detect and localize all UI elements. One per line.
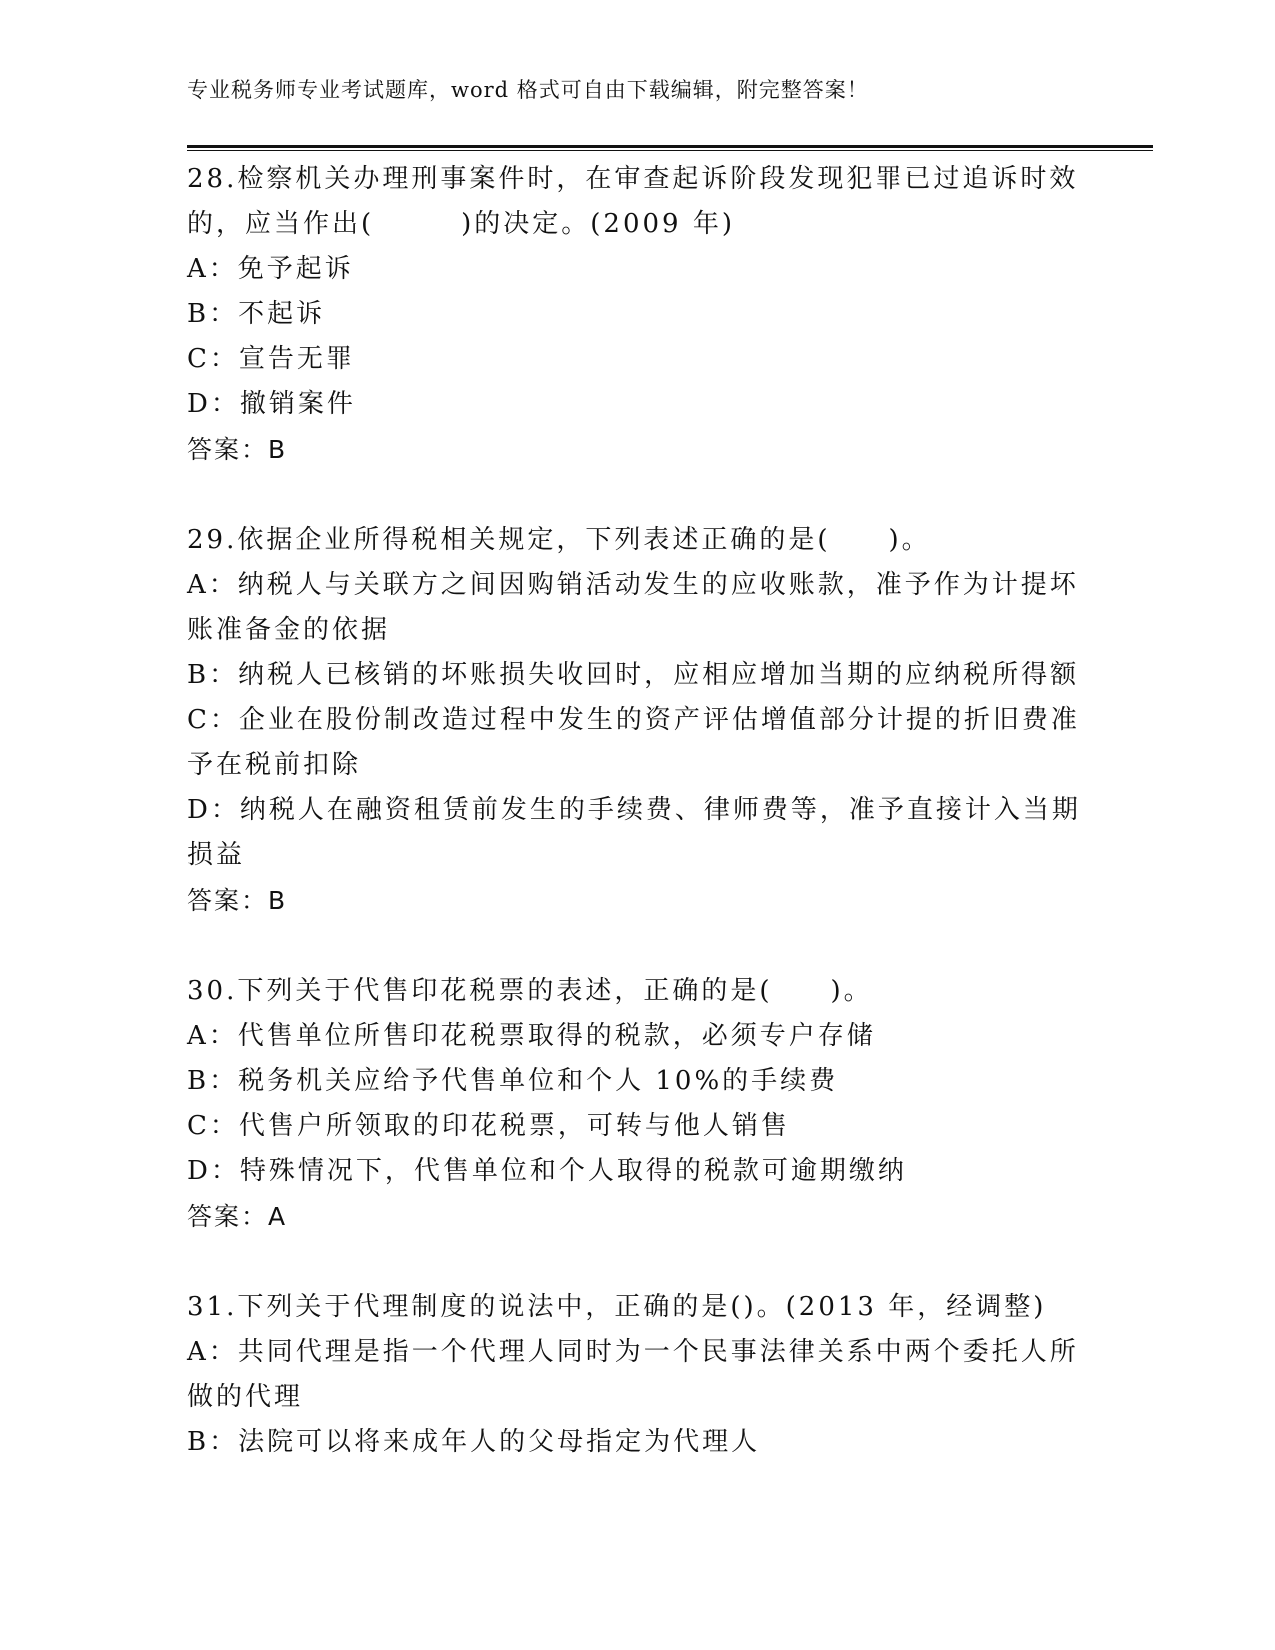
question-stem-line: 31.下列关于代理制度的说法中，正确的是()。(2013 年，经调整) (187, 1292, 1047, 1322)
option-line: B：不起诉 (187, 299, 326, 329)
option-line: B：纳税人已核销的坏账损失收回时，应相应增加当期的应纳税所得额 (187, 660, 1080, 690)
question-block (187, 1285, 1087, 1465)
option-line: D：撤销案件 (187, 389, 356, 419)
option-line: 予在税前扣除 (187, 750, 362, 780)
option-line: A：共同代理是指一个代理人同时为一个民事法律关系中两个委托人所 (187, 1337, 1079, 1367)
option-line: A：纳税人与关联方之间因购销活动发生的应收账款，准予作为计提坏 (187, 570, 1079, 600)
page-header: 专业税务师专业考试题库，word 格式可自由下载编辑，附完整答案！ (187, 78, 869, 102)
option-line: A：免予起诉 (187, 254, 354, 284)
answer-line: 答案：A (187, 1202, 288, 1231)
option-line: 做的代理 (187, 1382, 304, 1412)
option-line: C：企业在股份制改造过程中发生的资产评估增值部分计提的折旧费准 (187, 705, 1080, 735)
option-line: 损益 (187, 840, 246, 870)
option-line: B：税务机关应给予代售单位和个人 10%的手续费 (187, 1066, 839, 1096)
option-line: D：纳税人在融资租赁前发生的手续费、律师费等，准予直接计入当期 (187, 795, 1081, 825)
option-line: 账准备金的依据 (187, 615, 391, 645)
option-line: A：代售单位所售印花税票取得的税款，必须专户存储 (187, 1021, 876, 1051)
question-block (187, 157, 1087, 472)
question-block (187, 969, 1087, 1239)
option-line: B：法院可以将来成年人的父母指定为代理人 (187, 1427, 761, 1457)
option-line: C：宣告无罪 (187, 344, 355, 374)
header-rule-thin (187, 150, 1153, 151)
question-stem-line: 的，应当作出( )的决定。(2009 年) (187, 209, 736, 239)
answer-line: 答案：B (187, 435, 288, 464)
question-block (187, 518, 1087, 923)
answer-line: 答案：B (187, 886, 288, 915)
question-stem-line: 28.检察机关办理刑事案件时，在审查起诉阶段发现犯罪已过追诉时效 (187, 164, 1079, 194)
question-stem-line: 30.下列关于代售印花税票的表述，正确的是( )。 (187, 976, 873, 1006)
option-line: D：特殊情况下，代售单位和个人取得的税款可逾期缴纳 (187, 1156, 907, 1186)
question-stem-line: 29.依据企业所得税相关规定，下列表述正确的是( )。 (187, 525, 931, 555)
header-rule-thick (187, 145, 1153, 148)
option-line: C：代售户所领取的印花税票，可转与他人销售 (187, 1111, 790, 1141)
question-list (187, 157, 1087, 1511)
